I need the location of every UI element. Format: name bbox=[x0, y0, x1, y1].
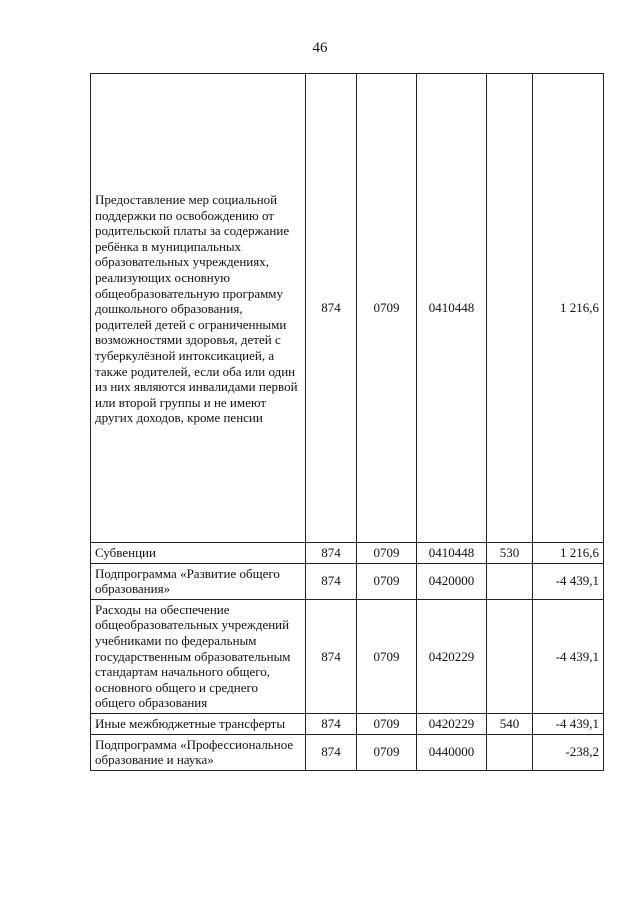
row-name: Иные межбюджетные трансферты bbox=[91, 713, 306, 734]
row-section-code: 0709 bbox=[357, 599, 417, 713]
row-ved-code: 874 bbox=[306, 713, 357, 734]
table-row bbox=[91, 74, 604, 543]
row-ved-code: 874 bbox=[306, 543, 357, 564]
table-row bbox=[91, 713, 604, 734]
row-target-code: 0410448 bbox=[417, 74, 487, 543]
row-target-code: 0420229 bbox=[417, 599, 487, 713]
row-target-code: 0440000 bbox=[417, 734, 487, 770]
row-name: Расходы на обеспечение общеобразовательных учреждений учебниками по федеральным государственным образовательным стандартам начального общего, основного общего и среднего общего образования bbox=[91, 599, 306, 713]
row-expense-type bbox=[487, 599, 533, 713]
page-number: 46 bbox=[312, 40, 328, 56]
table-row bbox=[91, 543, 604, 564]
row-ved-code: 874 bbox=[306, 563, 357, 599]
row-name: Подпрограмма «Профессиональное образование и наука» bbox=[91, 734, 306, 770]
row-section-code: 0709 bbox=[357, 74, 417, 543]
row-sum: -4 439,1 bbox=[533, 713, 604, 734]
row-ved-code: 874 bbox=[306, 74, 357, 543]
row-sum: -238,2 bbox=[533, 734, 604, 770]
row-sum: 1 216,6 bbox=[533, 74, 604, 543]
row-expense-type bbox=[487, 734, 533, 770]
budget-table bbox=[90, 73, 604, 771]
table-row bbox=[91, 599, 604, 713]
row-section-code: 0709 bbox=[357, 563, 417, 599]
row-sum: -4 439,1 bbox=[533, 563, 604, 599]
row-name: Подпрограмма «Развитие общего образования» bbox=[91, 563, 306, 599]
row-sum: -4 439,1 bbox=[533, 599, 604, 713]
row-expense-type bbox=[487, 563, 533, 599]
row-expense-type: 540 bbox=[487, 713, 533, 734]
row-section-code: 0709 bbox=[357, 543, 417, 564]
row-section-code: 0709 bbox=[357, 713, 417, 734]
row-name: Предоставление мер социальной поддержки по освобождению от родительской платы за содержание ребёнка в муниципальных образовательных учреждениях, реализующих основную общеобразовательную программу дошкольного образования, родителей детей с ограниченными возможностями здоровья, детей с туберкулёзной интоксикацией, а также родителей, если оба или один из них являются инвалидами первой или второй группы и не имеют других доходов, кроме пенсии bbox=[91, 74, 306, 543]
row-section-code: 0709 bbox=[357, 734, 417, 770]
row-ved-code: 874 bbox=[306, 599, 357, 713]
row-sum: 1 216,6 bbox=[533, 543, 604, 564]
row-expense-type bbox=[487, 74, 533, 543]
row-expense-type: 530 bbox=[487, 543, 533, 564]
row-ved-code: 874 bbox=[306, 734, 357, 770]
table-row bbox=[91, 734, 604, 770]
row-target-code: 0420000 bbox=[417, 563, 487, 599]
row-target-code: 0410448 bbox=[417, 543, 487, 564]
row-name: Субвенции bbox=[91, 543, 306, 564]
row-target-code: 0420229 bbox=[417, 713, 487, 734]
table-row bbox=[91, 563, 604, 599]
